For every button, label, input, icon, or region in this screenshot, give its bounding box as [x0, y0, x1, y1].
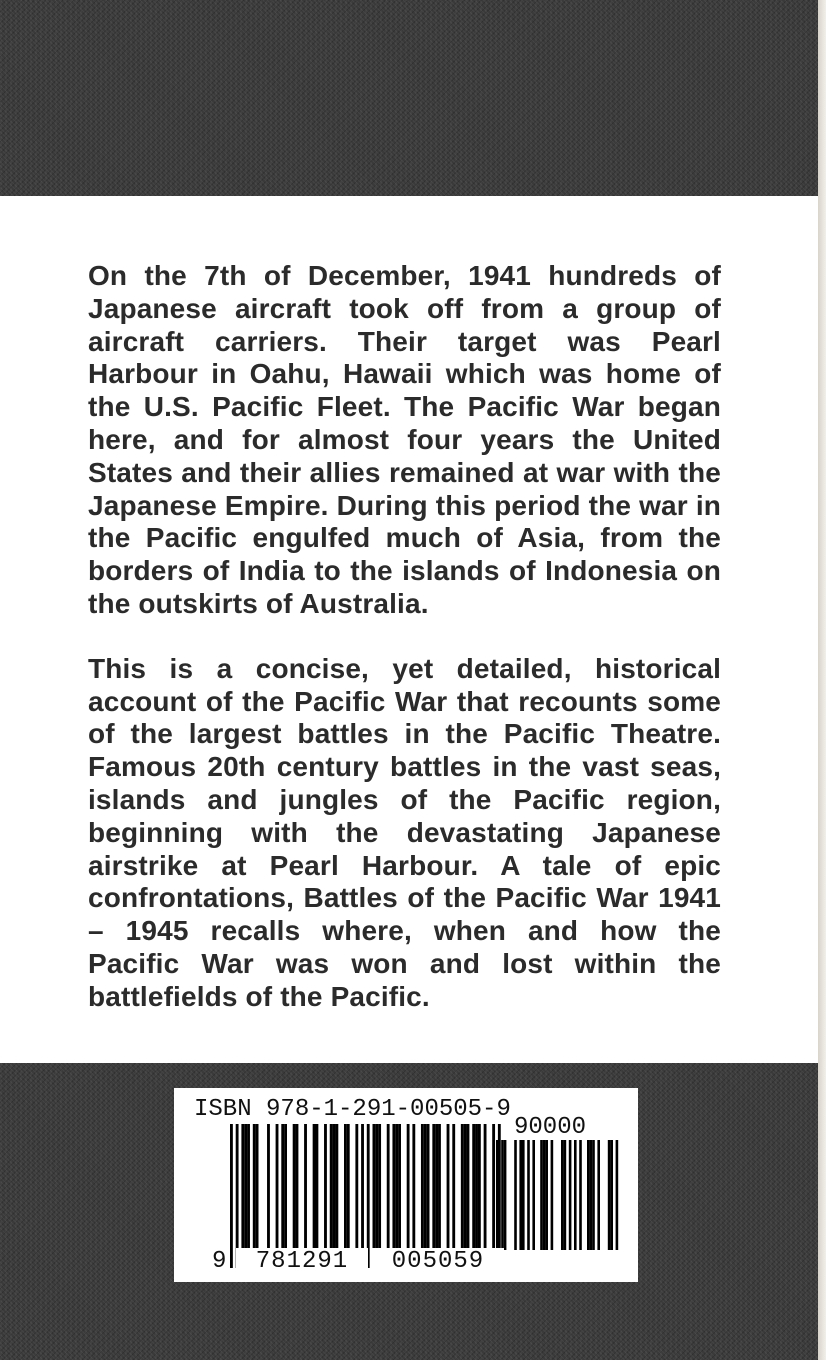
barcode-bar — [424, 1124, 427, 1248]
addon-bar — [532, 1140, 535, 1250]
barcode-bar — [367, 1124, 370, 1268]
barcode-bar — [432, 1124, 435, 1248]
barcode-bar — [412, 1124, 415, 1248]
barcode-bar — [478, 1124, 481, 1248]
addon-bar — [610, 1140, 613, 1250]
barcode-bar — [438, 1124, 441, 1248]
price-code: 90000 — [514, 1114, 587, 1141]
barcode-bar — [244, 1124, 247, 1248]
barcode-bar — [452, 1124, 455, 1248]
addon-bar — [590, 1140, 593, 1250]
barcode-bar — [398, 1124, 401, 1248]
ean-lead-digit: 9 — [212, 1248, 227, 1275]
barcode-bar — [256, 1124, 259, 1248]
barcode-bar — [378, 1124, 381, 1248]
barcode-bar — [427, 1124, 430, 1248]
barcode-bar — [387, 1124, 390, 1248]
barcode-bar — [247, 1124, 250, 1248]
blurb-paragraph-1: On the 7th of December, 1941 hundreds of Japanese aircraft took off from a group of aircraft carriers. Their target was Pearl Harbour in Oahu, Hawaii which was home of the U.S. Pacific Fleet. The Pacific War began here, and for almost four years the United States and their allies remained at war with the Japanese Empire. During this period the war in the Pacific engulfed much of Asia, from the borders of India to the islands of Indonesia on the outskirts of Australia. — [88, 260, 721, 619]
back-cover-blurb — [88, 260, 721, 1014]
barcode-bar — [316, 1124, 319, 1248]
barcode-bar — [296, 1124, 299, 1248]
addon-bar — [592, 1140, 595, 1250]
addon-bar — [543, 1140, 546, 1250]
blurb-paragraph-2: This is a concise, yet detailed, historical account of the Pacific War that recounts some of the largest battles in the Pacific Theatre. Famous 20th century battles in the vast seas, islands and jungles of the Pacific region, beginning with the devastating Japanese airstrike at Pearl Harbour. A tale of epic confrontations, Battles of the Pacific War 1941 – 1945 recalls where, when and how the Pacific War was won and lost within the battlefields of the Pacific. — [88, 652, 721, 1012]
barcode-bar — [230, 1124, 233, 1268]
barcode-bar — [333, 1124, 336, 1248]
barcode-bar — [241, 1124, 244, 1248]
barcode-bar — [284, 1124, 287, 1248]
barcode-bar — [281, 1124, 284, 1248]
barcode-bar — [475, 1124, 478, 1248]
addon-bar — [540, 1140, 543, 1250]
addon-bar — [579, 1140, 582, 1250]
ean-digits-left: 781291 — [236, 1248, 368, 1275]
barcode-bar — [421, 1124, 424, 1248]
barcode-bar — [330, 1124, 333, 1248]
barcode-bar — [344, 1124, 347, 1248]
addon-bar — [551, 1140, 554, 1250]
isbn-label: ISBN 978-1-291-00505-9 — [194, 1096, 511, 1123]
barcode-bar — [435, 1124, 438, 1248]
addon-bar — [564, 1140, 567, 1250]
addon-bar — [608, 1140, 611, 1250]
addon-bar — [569, 1140, 572, 1250]
isbn-barcode-box — [174, 1088, 638, 1282]
addon-bar — [561, 1140, 564, 1250]
addon-bar — [587, 1140, 590, 1250]
page-edge — [818, 0, 826, 1360]
barcode-bar — [324, 1124, 327, 1248]
barcode-bar — [347, 1124, 350, 1248]
barcode-bar — [464, 1124, 467, 1248]
addon-bar — [504, 1140, 507, 1250]
barcode-bar — [492, 1124, 495, 1268]
addon-bar — [545, 1140, 548, 1250]
barcode-bar — [276, 1124, 279, 1248]
barcode-bar — [293, 1124, 296, 1248]
addon-bar — [519, 1140, 522, 1250]
barcode-bar — [395, 1124, 398, 1248]
barcode-bar — [375, 1124, 378, 1248]
barcode-bar — [484, 1124, 487, 1248]
barcode-bar — [253, 1124, 256, 1248]
barcode-bar — [392, 1124, 395, 1248]
barcode-bar — [267, 1124, 270, 1248]
barcode-bar — [335, 1124, 338, 1248]
addon-bar — [522, 1140, 525, 1250]
top-cloth-band — [0, 0, 818, 196]
addon-bar — [527, 1140, 530, 1250]
barcode-bar — [361, 1124, 364, 1268]
addon-bar — [501, 1140, 504, 1250]
barcode-bar — [407, 1124, 410, 1248]
barcode-bar — [447, 1124, 450, 1248]
barcode-bar — [467, 1124, 470, 1248]
barcode-bar — [236, 1124, 239, 1268]
barcode-bar — [304, 1124, 307, 1248]
addon-bar — [574, 1140, 577, 1250]
addon-bar — [616, 1140, 619, 1250]
addon-bar — [514, 1140, 517, 1250]
ean-digits-right: 005059 — [372, 1248, 504, 1275]
barcode-bar — [461, 1124, 464, 1248]
barcode-bar — [355, 1124, 358, 1248]
addon-bar — [496, 1140, 499, 1250]
barcode-bar — [313, 1124, 316, 1248]
barcode-bar — [472, 1124, 475, 1248]
addon-bar — [597, 1140, 600, 1250]
barcode-bar — [373, 1124, 376, 1248]
